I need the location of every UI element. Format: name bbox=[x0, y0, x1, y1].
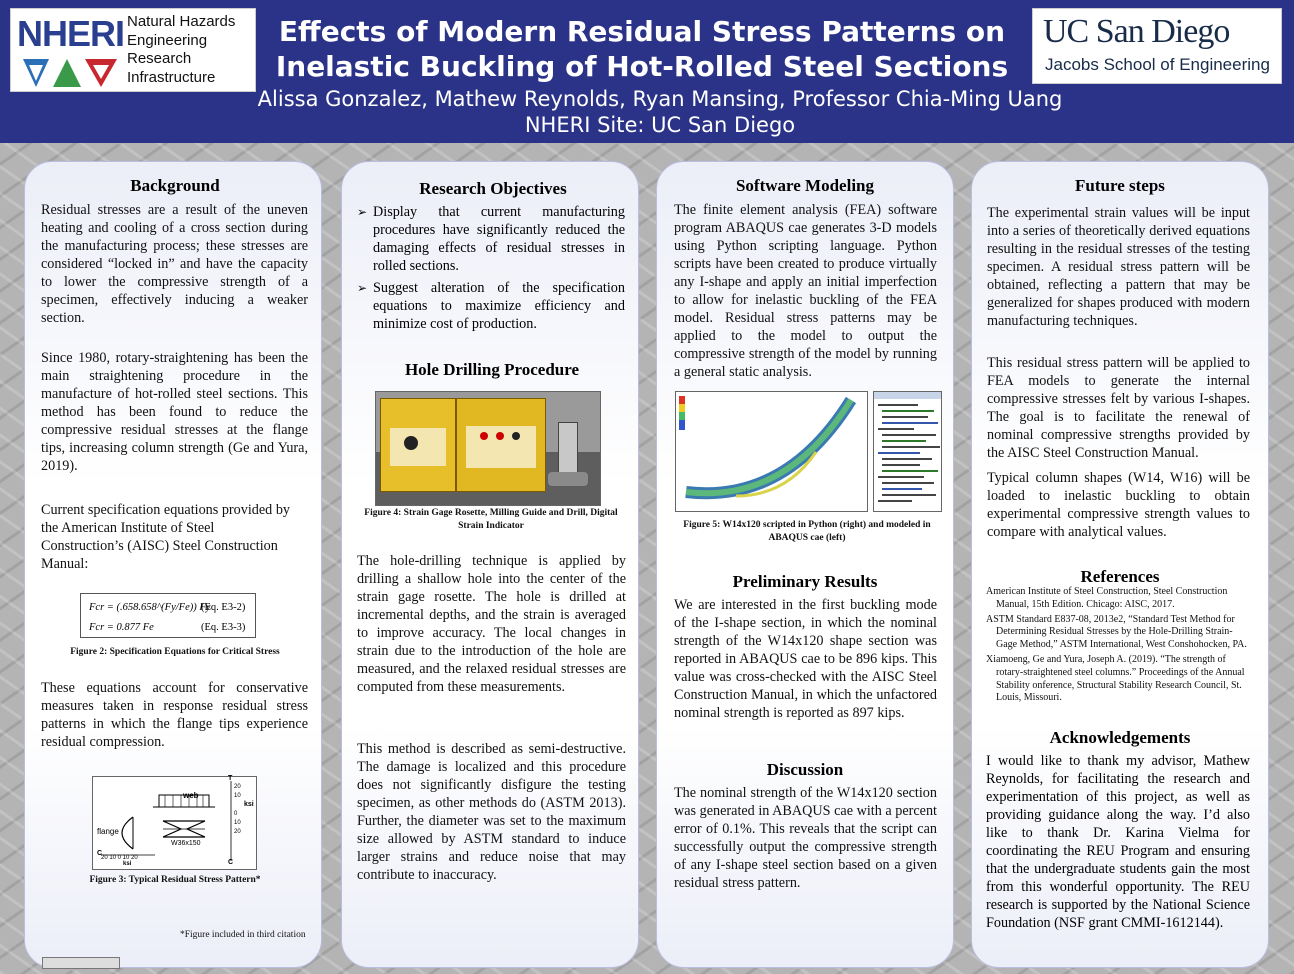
objective-item: ➢ Display that current manufacturing procedures have significantly reduced the damaging effects of residual stresses in rolled sections. bbox=[357, 203, 625, 275]
code-line bbox=[882, 446, 940, 448]
small-footer-box bbox=[42, 957, 120, 969]
nheri-subtitle-line: Natural Hazards bbox=[127, 13, 236, 30]
nheri-subtitle-line: Research bbox=[127, 50, 192, 67]
reference-item: American Institute of Steel Construction, Steel Construction Manual, 15th Edition. Chicago: AISC, 2017. bbox=[986, 586, 1228, 610]
terminal-icon bbox=[512, 432, 520, 440]
discussion-paragraph: The nominal strength of the W14x120 section was generated in ABAQUS cae with a percent error of 0.1%. This reveals that the script can successfully output the compressive strength of any I-shape steel section based on a given residual stress pattern. bbox=[674, 785, 937, 891]
nheri-subtitle-line: Engineering bbox=[127, 31, 208, 49]
figure-footnote: *Figure included in third citation bbox=[180, 930, 306, 940]
code-line bbox=[882, 482, 934, 484]
figure-4-caption: Figure 4: Strain Gage Rosette, Milling Guide and Drill, Digital Strain Indicator bbox=[364, 508, 618, 531]
background-paragraph: Residual stresses are a result of the uneven heating and cooling of a cross section during the manufacturing process; these stresses are considered “locked in” and have the capacity to lower the compressive strength of a specimen, effectively inducing a weaker section. bbox=[41, 202, 308, 326]
c-axis-label: C bbox=[97, 850, 103, 857]
objective-item: ➢ Suggest alteration of the specification equations to maximize efficiency and minimize cost of production. bbox=[357, 279, 625, 333]
figure-2-caption: Figure 2: Specification Equations for Critical Stress bbox=[70, 647, 280, 657]
future-paragraph: This residual stress pattern will be applied to FEA models to generate the internal compressive stresses felt by various I-shapes. The goal is to facilitate the renewal of nominal compressive strengths provided by the AISC Steel Construction Manual. bbox=[987, 355, 1250, 461]
poster-title bbox=[262, 14, 1022, 84]
y-tick: 0 bbox=[234, 811, 238, 817]
dial-icon bbox=[404, 436, 418, 450]
section-label: W36x150 bbox=[171, 840, 201, 847]
figure-5-caption: Figure 5: W14x120 scripted in Python (right) and modeled in ABAQUS cae (left) bbox=[683, 520, 931, 543]
figure-5-abaqus-model bbox=[675, 391, 868, 512]
figure-3-stress-pattern bbox=[92, 776, 257, 870]
background-paragraph: Current specification equations provided by the American Institute of Steel Construction’s (AISC) Steel Construction Manual: bbox=[41, 502, 291, 572]
hole-drilling-paragraph: The hole-drilling technique is applied by drilling a shallow hole into the center of the strain gage rosette. The hole is drilled at incremental depths, and the strain is averaged to improve accuracy. The local changes in strain due to the introduction of the hole are measured, and the relaxed residual stresses are computed from these measurements. bbox=[357, 553, 626, 695]
terminal-icon bbox=[496, 432, 504, 440]
objectives-list bbox=[357, 203, 625, 337]
nheri-subtitle-line: Infrastructure bbox=[127, 68, 216, 86]
references-heading: References bbox=[1080, 567, 1160, 586]
preliminary-results-heading: Preliminary Results bbox=[732, 572, 878, 591]
y-tick: 20 bbox=[234, 829, 241, 835]
terminal-icon bbox=[480, 432, 488, 440]
equation-e3-3: Fcr = 0.877 Fe bbox=[89, 622, 154, 633]
equation-e3-2: Fcr = (.658.658^(Fy/Fe)) Fy bbox=[89, 602, 211, 613]
acknowledgements-heading: Acknowledgements bbox=[1049, 728, 1191, 747]
results-paragraph: We are interested in the first buckling mode of the I-shape section, in which the nominal strength of the W14x120 shape section was reported in ABAQUS cae to be 896 kips. This value was cross-checked with the AISC Steel Construction Manual, in which the unfactored nominal strength is reported as 897 kips. bbox=[674, 597, 937, 721]
nheri-subtitle bbox=[127, 13, 235, 87]
code-line bbox=[878, 428, 914, 430]
author-block bbox=[200, 86, 1120, 138]
background-paragraph: Since 1980, rotary-straightening has been the main straightening procedure in the manufacture of hot-rolled steel sections. This method has been found to reduce the compressive residual stresses at the flange tips, increasing column strength (Ge and Yura, 2019). bbox=[41, 350, 308, 474]
title-line-1: Effects of Modern Residual Stress Patterns on bbox=[278, 15, 1006, 48]
y-axis-ticks bbox=[234, 783, 241, 837]
code-line bbox=[882, 494, 936, 496]
ucsd-logo bbox=[1032, 8, 1282, 84]
equation-number: (Eq. E3-2) bbox=[201, 602, 246, 613]
ucsd-wordmark: UC San Diego bbox=[1043, 13, 1230, 50]
specification-equations bbox=[80, 593, 256, 638]
code-line bbox=[882, 434, 936, 436]
references-list bbox=[986, 586, 1252, 707]
future-paragraph: The experimental strain values will be input into a series of theoretically derived equations resulting in the residual stresses of the testing specimen. A residual stress pattern will be obtained, reflecting a pattern that may be generalized for shapes produced with modern manufacturing techniques. bbox=[987, 205, 1250, 329]
figure-4-photo bbox=[375, 391, 601, 506]
software-heading: Software Modeling bbox=[735, 176, 875, 195]
code-line bbox=[878, 404, 918, 406]
y-tick: 10 bbox=[234, 793, 241, 799]
c-axis-label: C bbox=[228, 859, 234, 866]
objectives-heading: Research Objectives bbox=[419, 179, 567, 198]
x-axis-ticks: 20 10 0 10 20 bbox=[101, 855, 138, 861]
code-line bbox=[878, 452, 920, 454]
background-paragraph: These equations account for conservative measures taken in response residual stress patterns in which the flange tips experience residual compression. bbox=[41, 680, 308, 750]
code-line bbox=[878, 500, 912, 502]
code-line bbox=[882, 422, 938, 424]
code-line bbox=[882, 470, 938, 472]
hole-drilling-heading: Hole Drilling Procedure bbox=[404, 360, 580, 379]
future-paragraph: Typical column shapes (W14, W16) will be loaded to inelastic buckling to obtain experimental compressive strength values to compare with analytical values. bbox=[987, 470, 1250, 540]
y-tick: 20 bbox=[234, 784, 241, 790]
y-tick: 10 bbox=[234, 820, 241, 826]
figure-3-caption: Figure 3: Typical Residual Stress Pattern* bbox=[89, 875, 261, 885]
background-heading: Background bbox=[130, 176, 220, 195]
code-line bbox=[878, 476, 924, 478]
flange-label: flange bbox=[97, 827, 119, 836]
acknowledgements-paragraph: I would like to thank my advisor, Mathew Reynolds, for facilitating the research and experimentation of this project, as well as providing guidance along the way. I’d also like to thank Dr. Karina Vielma for coordinating the REU Program and ensuring that the undergraduate students gain the most from this wonderful opportunity. The REU research is supported by the National Science Foundation (NSF grant CMMI-1612144). bbox=[986, 753, 1250, 931]
nheri-hazard-icon bbox=[21, 55, 121, 91]
t-axis-label: T bbox=[228, 775, 233, 782]
editor-toolbar bbox=[874, 392, 942, 399]
equation-number: (Eq. E3-3) bbox=[201, 622, 246, 633]
nheri-logo bbox=[10, 8, 256, 92]
authors-line: Alissa Gonzalez, Mathew Reynolds, Ryan Mansing, Professor Chia-Ming Uang bbox=[257, 87, 1063, 111]
code-line bbox=[882, 464, 920, 466]
abaqus-buckling-model bbox=[676, 392, 867, 511]
future-steps-heading: Future steps bbox=[1075, 176, 1165, 195]
x-axis-unit: ksi bbox=[123, 861, 132, 867]
code-line bbox=[882, 488, 922, 490]
nheri-wordmark: NHERI bbox=[17, 13, 125, 54]
unit-label: ksi bbox=[244, 801, 254, 808]
discussion-heading: Discussion bbox=[766, 760, 844, 779]
ucsd-subtitle: Jacobs School of Engineering bbox=[1045, 55, 1270, 74]
milling-guide-base bbox=[548, 472, 588, 486]
reference-item: ASTM Standard E837-08, 2013e2, “Standard Test Method for Determining Residual Stresses by the Hole-Drilling Strain-Gage Method,” ASTM International, West Conshohocken, PA. bbox=[986, 613, 1247, 651]
code-line bbox=[882, 416, 928, 418]
title-banner bbox=[0, 0, 1294, 143]
web-label: web bbox=[183, 791, 199, 800]
hole-drilling-paragraph: This method is described as semi-destructive. The damage is localized and this procedure does not significantly disfigure the testing specimen, as other methods do (ASTM 2013). Further, the diameter was set to the maximum size allowed by ASTM standard to induce larger strains and reduce noise that may contribute to inaccuracy. bbox=[357, 741, 626, 883]
site-line: NHERI Site: UC San Diego bbox=[524, 113, 796, 137]
reference-item: Xiamoeng, Ge and Yura, Joseph A. (2019). “The strength of rotary-straightened steel columns.” Proceedings of the Annual Stability onference, Structural Stability Research Council, St. Louis, Missouri. bbox=[986, 653, 1245, 704]
indicator-panel bbox=[390, 428, 446, 466]
code-line bbox=[882, 440, 926, 442]
title-line-2: Inelastic Buckling of Hot-Rolled Steel Sections bbox=[275, 50, 1009, 83]
figure-5-python-script bbox=[873, 391, 942, 512]
code-line bbox=[882, 410, 934, 412]
software-paragraph: The finite element analysis (FEA) software program ABAQUS cae generates 3-D models using Python scripting language. Python scripts have been created to produce virtually any I-shape and apply an initial imperfection to allow for inelastic buckling of the FEA model. Residual stress patterns may be applied to the model to output the compressive strength of the model by running a general static analysis. bbox=[674, 202, 937, 380]
code-line bbox=[882, 458, 932, 460]
